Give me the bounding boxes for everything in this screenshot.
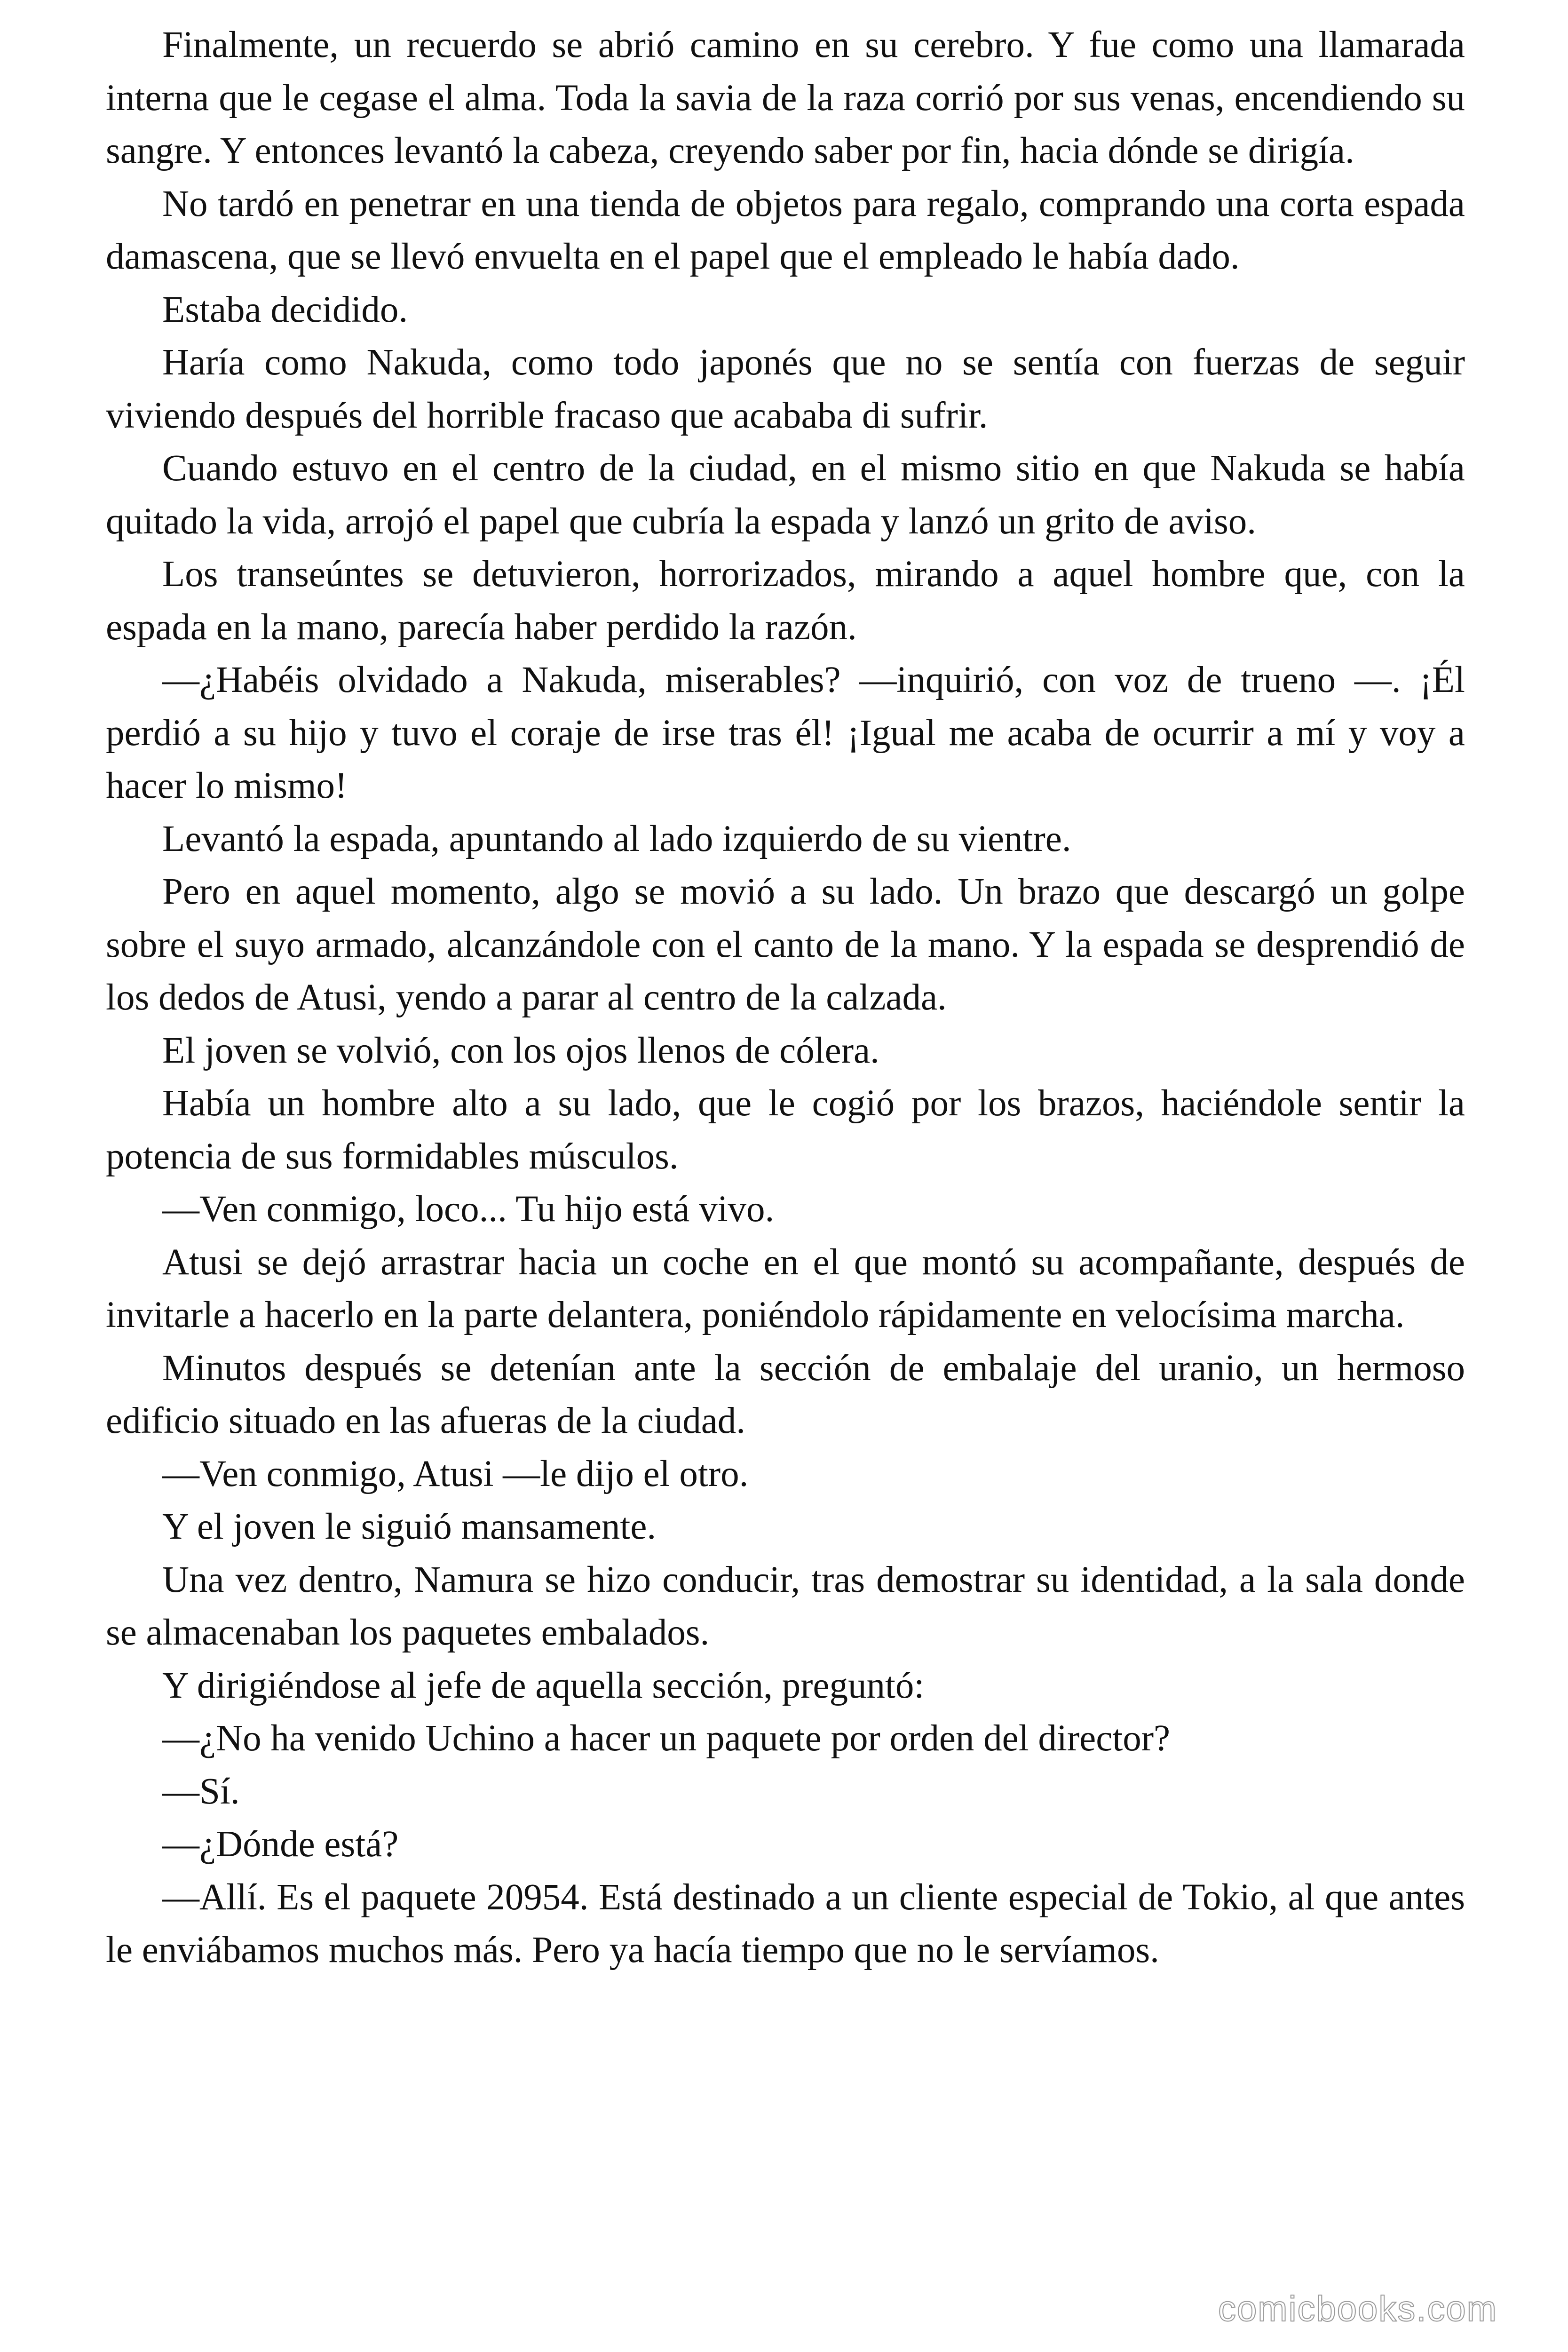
paragraph: Haría como Nakuda, como todo japonés que no se sentía con fuerzas de seguir viviendo después del horrible fracaso que acababa di sufrir. (106, 342, 1465, 436)
paragraph: Los transeúntes se detuvieron, horrorizados, mirando a aquel hombre que, con la espada en la mano, parecía haber perdido la razón. (106, 554, 1465, 648)
book-page-text (106, 19, 1465, 1977)
paragraph: Y el joven le siguió mansamente. (162, 1506, 657, 1547)
paragraph: —Ven conmigo, loco... Tu hijo está vivo. (162, 1189, 775, 1230)
paragraph: —Allí. Es el paquete 20954. Está destinado a un cliente especial de Tokio, al que antes le enviábamos muchos más. Pero ya hacía tiempo que no le servíamos. (106, 1876, 1465, 1971)
paragraph: —Ven conmigo, Atusi —le dijo el otro. (162, 1453, 749, 1494)
paragraph: —¿No ha venido Uchino a hacer un paquete por orden del director? (162, 1718, 1171, 1759)
paragraph: —¿Dónde está? (162, 1824, 399, 1865)
paragraph: Finalmente, un recuerdo se abrió camino en su cerebro. Y fue como una llamarada interna que le cegase el alma. Toda la savia de la raza corrió por sus venas, encendiendo su sangre. Y entonces levantó la cabeza, creyendo saber por fin, hacia dónde se dirigía. (106, 24, 1465, 171)
paragraph: El joven se volvió, con los ojos llenos de cólera. (162, 1030, 879, 1071)
paragraph: Levantó la espada, apuntando al lado izquierdo de su vientre. (162, 818, 1071, 859)
paragraph: Atusi se dejó arrastrar hacia un coche en el que montó su acompañante, después de invitarle a hacerlo en la parte delantera, poniéndolo rápidamente en velocísima marcha. (106, 1241, 1465, 1335)
paragraph: —¿Habéis olvidado a Nakuda, miserables? —inquirió, con voz de trueno —. ¡Él perdió a su hijo y tuvo el coraje de irse tras él! ¡Igual me acaba de ocurrir a mí y voy a hacer lo mismo! (106, 660, 1465, 806)
paragraph: Pero en aquel momento, algo se movió a su lado. Un brazo que descargó un golpe sobre el suyo armado, alcanzándole con el canto de la mano. Y la espada se desprendió de los dedos de Atusi, yendo a parar al centro de la calzada. (106, 871, 1465, 1018)
paragraph: Había un hombre alto a su lado, que le cogió por los brazos, haciéndole sentir la potencia de sus formidables músculos. (106, 1083, 1465, 1177)
paragraph: Y dirigiéndose al jefe de aquella sección, preguntó: (162, 1665, 925, 1706)
paragraph: Minutos después se detenían ante la sección de embalaje del uranio, un hermoso edificio situado en las afueras de la ciudad. (106, 1347, 1465, 1441)
paragraph: Cuando estuvo en el centro de la ciudad, en el mismo sitio en que Nakuda se había quitado la vida, arrojó el papel que cubría la espada y lanzó un grito de aviso. (106, 448, 1465, 542)
watermark: comicbooks.com (1218, 2289, 1497, 2329)
paragraph: Una vez dentro, Namura se hizo conducir, tras demostrar su identidad, a la sala donde se almacenaban los paquetes embalados. (106, 1559, 1465, 1653)
paragraph: No tardó en penetrar en una tienda de objetos para regalo, comprando una corta espada damascena, que se llevó envuelta en el papel que el empleado le había dado. (106, 183, 1465, 277)
paragraph: Estaba decidido. (162, 289, 408, 330)
paragraph: —Sí. (162, 1771, 240, 1812)
